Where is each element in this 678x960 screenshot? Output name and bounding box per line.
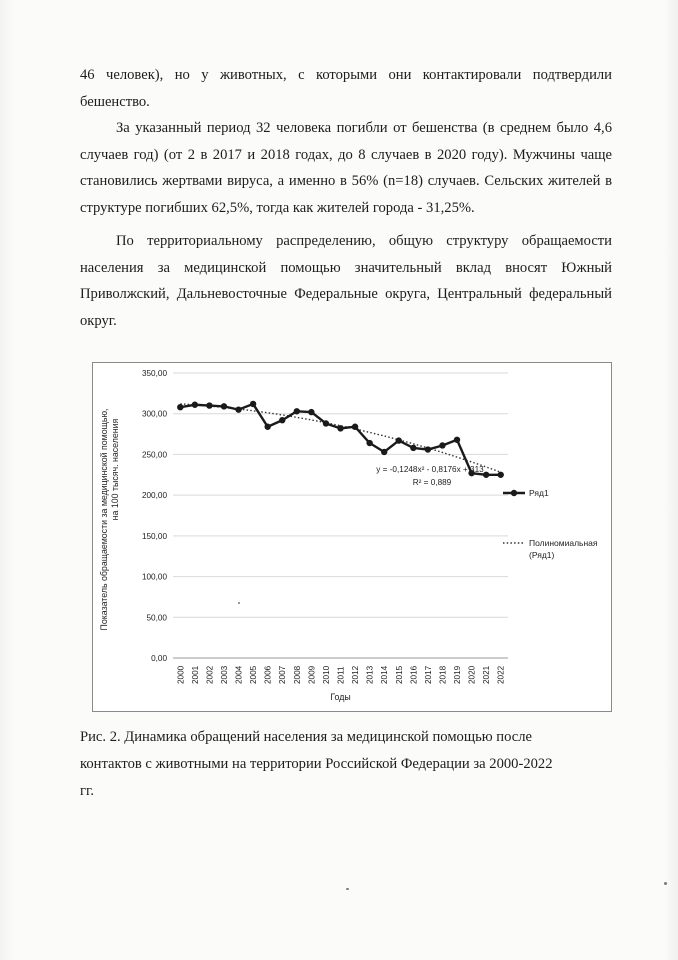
y-tick-label: 50,00 (146, 613, 167, 623)
x-tick-label: 2016 (409, 665, 419, 684)
paragraph-3 (80, 228, 612, 334)
x-tick-label: 2018 (438, 665, 448, 684)
data-point (308, 409, 314, 415)
data-point (352, 424, 358, 430)
figure-caption (80, 724, 612, 805)
y-axis-title-line-1: Показатель обращаемости за медицинской помощью, (99, 408, 109, 631)
data-point (250, 401, 256, 407)
data-point (323, 420, 329, 426)
data-point (235, 406, 241, 412)
y-tick-label: 200,00 (141, 491, 167, 501)
caption-line-3: гг. (80, 783, 94, 799)
paragraph-3-text: По территориальному распределению, общую структуру обращаемости населения за медицинской помощью значительный вклад вносят Южный Приволжский, Дальневосточные Федеральные округа, Центральный федеральный округ. (80, 233, 612, 329)
x-tick-label: 2002 (205, 665, 215, 684)
x-tick-label: 2011 (336, 666, 346, 684)
scan-speck (664, 882, 667, 885)
scan-speck (346, 888, 349, 890)
data-point (381, 449, 387, 455)
paragraph-2 (80, 115, 612, 221)
x-tick-label: 2014 (380, 665, 390, 684)
data-point (192, 402, 198, 408)
data-point (439, 442, 445, 448)
data-point (410, 445, 416, 451)
legend-trendline-label-line-2: (Ряд1) (529, 550, 555, 560)
data-point (294, 408, 300, 414)
paragraph-1 (80, 62, 612, 115)
trendline-equation: y = -0,1248x² - 0,8176x + 313 (376, 465, 484, 474)
data-point (396, 437, 402, 443)
data-point (425, 446, 431, 452)
data-point (177, 404, 183, 410)
paragraph-1-text: 46 человек), но у животных, с которыми они контактировали подтвердили бешенство. (80, 67, 612, 110)
data-point (483, 472, 489, 478)
trendline-r2: R² = 0,889 (412, 478, 452, 487)
x-tick-label: 2017 (423, 665, 433, 684)
chart-frame (92, 362, 612, 712)
line-chart (93, 363, 613, 713)
y-tick-label: 0,00 (151, 654, 167, 663)
x-tick-label: 2012 (351, 665, 361, 684)
data-point (221, 403, 227, 409)
x-tick-label: 2000 (176, 665, 186, 684)
data-point (264, 424, 270, 430)
y-tick-label: 100,00 (141, 572, 167, 582)
x-tick-label: 2020 (467, 665, 477, 684)
legend-trendline-label-line-1: Полиномиальная (529, 538, 598, 548)
y-axis-title-line-2: на 100 тысяч. населения (110, 418, 120, 521)
y-tick-label: 350,00 (141, 369, 167, 378)
x-tick-label: 2022 (496, 665, 506, 684)
x-tick-label: 2003 (219, 665, 229, 684)
data-point (206, 402, 212, 408)
legend-series-label: Ряд1 (529, 488, 549, 498)
x-tick-label: 2013 (365, 665, 375, 684)
data-point (498, 472, 504, 478)
x-tick-label: 2007 (278, 665, 288, 684)
x-axis-title: Годы (330, 692, 351, 702)
x-tick-label: 2004 (234, 665, 244, 684)
x-tick-label: 2005 (249, 665, 259, 684)
x-tick-label: 2019 (453, 665, 463, 684)
x-tick-label: 2008 (292, 665, 302, 684)
scan-speck (238, 602, 240, 604)
x-tick-label: 2009 (307, 665, 317, 684)
paragraph-2-text: За указанный период 32 человека погибли от бешенства (в среднем было 4,6 случаев год) (от 2 в 2017 и 2018 годах, до 8 случаев в 2020 году). Мужчины чаще становились жертвами вируса, а именно в 56% (n=18) случаев. Сельских жителей в структуре погибших 62,5%, тогда как жителей города - 31,25%. (80, 120, 612, 216)
data-point (454, 437, 460, 443)
data-point (279, 417, 285, 423)
x-tick-label: 2001 (190, 665, 200, 684)
caption-line-2: контактов с животными на территории Российской Федерации за 2000-2022 (80, 756, 553, 772)
caption-line-1: Рис. 2. Динамика обращений населения за медицинской помощью после (80, 729, 533, 745)
y-tick-label: 150,00 (141, 531, 167, 541)
y-tick-label: 300,00 (141, 409, 167, 419)
x-tick-label: 2006 (263, 665, 273, 684)
x-tick-label: 2021 (482, 665, 492, 684)
x-tick-label: 2010 (321, 665, 331, 684)
legend-series-marker (511, 490, 517, 496)
data-point (337, 425, 343, 431)
data-point (366, 440, 372, 446)
y-tick-label: 250,00 (141, 450, 167, 460)
x-tick-label: 2015 (394, 665, 404, 684)
